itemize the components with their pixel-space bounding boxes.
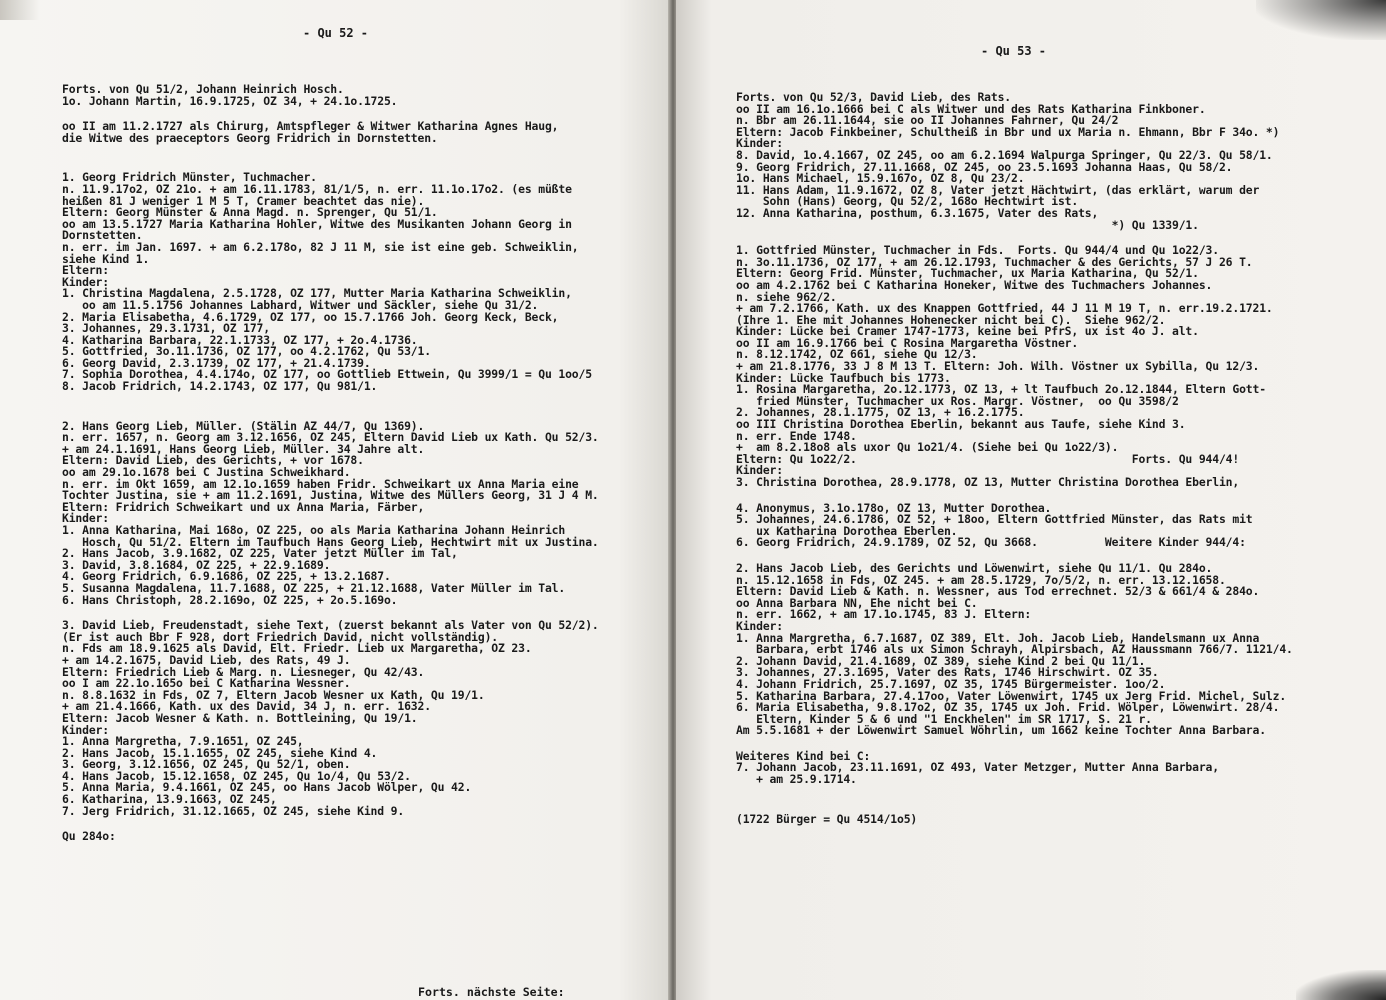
text-line: oo Anna Barbara NN, Ehe nicht bei C.: [736, 595, 978, 610]
text-line: + am 7.2.1766, Kath. ux des Knappen Gottfried, 44 J 11 M 19 T, n. err.19.2.1721.: [736, 301, 1273, 316]
text-line: [62, 144, 662, 158]
text-line: oo I am 22.1o.165o bei C Katharina Wessner.: [62, 676, 351, 691]
text-line: (Er ist auch Bbr F 928, dort Friedrich David, nicht vollständig).: [62, 629, 499, 644]
scan-shadow-bottom: [1296, 970, 1386, 1000]
text-line: [62, 817, 662, 831]
text-line: (1722 Bürger = Qu 4514/1o5): [736, 811, 918, 826]
text-line: 11. Hans Adam, 11.9.1672, OZ 8, Vater jetzt Hächtwirt, (das erklärt, warum der: [736, 182, 1260, 197]
text-line: 2. Hans Georg Lieb, Müller. (Stälin AZ 44/7, Qu 1369).: [62, 418, 425, 433]
text-line: Weiteres Kind bei C:: [736, 748, 871, 763]
text-line: oo am 11.5.1756 Johannes Labhard, Witwer und Säckler, siehe Qu 31/2.: [62, 297, 539, 312]
text-line: 3. David Lieb, Freudenstadt, siehe Text, (zuerst bekannt als Vater von Qu 52/2).: [62, 618, 599, 633]
text-line: 12. Anna Katharina, posthum, 6.3.1675, Vater des Rats,: [736, 205, 1099, 220]
text-line: 3. Johannes, 27.3.1695, Vater des Rats, 1746 Hirschwirt. OZ 35.: [736, 665, 1159, 680]
text-line: Forts. von Qu 51/2, Johann Heinrich Hosch.: [62, 82, 344, 96]
left-page-footer: Forts. nächste Seite:: [418, 985, 565, 999]
text-line: [736, 786, 1376, 800]
text-line: Barbara, erbt 1746 als ux Simon Schrayh, Alpirsbach, AZ Haussmann 766/7. 1121/4.: [736, 642, 1293, 657]
text-line: 8. Jacob Fridrich, 14.2.1743, OZ 177, Qu 981/1.: [62, 379, 378, 394]
text-line: 3. David, 3.8.1684, OZ 225, + 22.9.1689.: [62, 557, 331, 572]
text-line: n. err. im Okt 1659, am 12.1o.1659 haben Fridr. Schweikart ux Anna Maria eine: [62, 476, 579, 491]
text-line: 6. Georg Fridrich, 24.9.1789, OZ 52, Qu 3668. Weitere Kinder 944/4:: [736, 535, 1246, 550]
text-line: 1o. Johann Martin, 16.9.1725, OZ 34, + 24.1o.1725.: [62, 93, 398, 108]
right-page: [676, 0, 1386, 1000]
text-line: 4. Anonymus, 3.1o.178o, OZ 13, Mutter Dorothea.: [736, 500, 1052, 515]
text-line: 2. Hans Jacob, 3.9.1682, OZ 225, Vater jetzt Müller im Tal,: [62, 546, 458, 561]
text-line: 4. Katharina Barbara, 22.1.1733, OZ 177, + 2o.4.1736.: [62, 332, 418, 347]
text-line: Kinder:: [62, 722, 109, 737]
text-line: + am 25.9.1714.: [736, 772, 857, 787]
text-line: Kinder:: [62, 511, 109, 526]
text-line: n. 8.8.1632 in Fds, OZ 7, Eltern Jacob Wesner ux Kath, Qu 19/1.: [62, 687, 485, 702]
text-line: oo II am 16.1o.1666 bei C als Witwer und des Rats Katharina Finkboner.: [736, 101, 1206, 116]
text-line: Eltern, Kinder 5 & 6 und "1 Enckhelen" im SR 1717, S. 21 r.: [736, 711, 1152, 726]
text-line: Eltern: Fridrich Schweikart und ux Anna Maria, Färber,: [62, 499, 425, 514]
text-line: + am 21.4.1666, Kath. ux des David, 34 J, n. err. 1632.: [62, 699, 431, 714]
text-line: Tochter Justina, sie + am 11.2.1691, Justina, Witwe des Müllers Georg, 31 J 4 M.: [62, 488, 599, 503]
text-line: oo am 29.1o.1678 bei C Justina Schweikhard.: [62, 465, 351, 480]
text-line: n. err. 1662, + am 17.1o.1745, 83 J. Eltern:: [736, 607, 1032, 622]
text-line: 1. Anna Katharina, Mai 168o, OZ 225, oo als Maria Katharina Johann Heinrich: [62, 523, 566, 537]
text-line: 8. David, 1o.4.1667, OZ 245, oo am 6.2.1694 Walpurga Springer, Qu 22/3. Qu 58/1.: [736, 147, 1273, 162]
text-line: Kinder:: [736, 136, 783, 151]
text-line: 1. Anna Margretha, 7.9.1651, OZ 245,: [62, 734, 304, 749]
text-line: 4. Johann Fridrich, 25.7.1697, OZ 35, 1745 Bürgermeister. 1oo/2.: [736, 676, 1166, 691]
text-line: 5. Gottfried, 3o.11.1736, OZ 177, oo 4.2.1762, Qu 53/1.: [62, 344, 431, 359]
text-line: + am 21.8.1776, 33 J 8 M 13 T. Eltern: Joh. Wilh. Vöstner ux Sybilla, Qu 12/3.: [736, 359, 1260, 374]
text-line: Eltern: Friedrich Lieb & Marg. n. Liesneger, Qu 42/43.: [62, 664, 425, 679]
text-line: + am 24.1.1691, Hans Georg Lieb, Müller. 34 Jahre alt.: [62, 441, 425, 456]
right-page-text: [736, 92, 1376, 825]
text-line: 5. Katharina Barbara, 27.4.17oo, Vater Löwenwirt, 1745 ux Jerg Frid. Michel, Sulz.: [736, 688, 1287, 703]
text-line: n. err. im Jan. 1697. + am 6.2.178o, 82 J 11 M, sie ist eine geb. Schweiklin,: [62, 239, 579, 254]
text-line: 2. Hans Jacob Lieb, des Gerichts und Löwenwirt, siehe Qu 11/1. Qu 284o.: [736, 560, 1213, 575]
text-line: 1. Gottfried Münster, Tuchmacher in Fds. Forts. Qu 944/4 und Qu 1o22/3.: [736, 243, 1219, 258]
text-line: [62, 393, 662, 407]
text-line: n. Bbr am 26.11.1644, sie oo II Johannes Fahrner, Qu 24/2: [736, 113, 1119, 128]
text-line: n. 8.12.1742, OZ 661, siehe Qu 12/3.: [736, 347, 978, 362]
text-line: + am 8.2.18o8 als uxor Qu 1o21/4. (Siehe bei Qu 1o22/3).: [736, 440, 1119, 455]
text-line: + am 14.2.1675, David Lieb, des Rats, 49 J.: [62, 652, 351, 667]
text-line: Eltern: David Lieb, des Gerichts, + vor 1678.: [62, 453, 364, 468]
text-line: Kinder: Lücke Taufbuch bis 1773.: [736, 370, 951, 385]
text-line: heißen 81 J weniger 1 M 5 T, Cramer beachtet das nie).: [62, 193, 425, 208]
text-line: 2. Hans Jacob, 15.1.1655, OZ 245, siehe Kind 4.: [62, 745, 378, 760]
text-line: 2. Johannes, 28.1.1775, OZ 13, + 16.2.1775.: [736, 405, 1025, 420]
text-line: Kinder:: [62, 274, 109, 289]
text-line: 1. Anna Margretha, 6.7.1687, OZ 389, Elt. Joh. Jacob Lieb, Handelsmann ux Anna: [736, 630, 1260, 645]
text-line: 5. Susanna Magdalena, 11.7.1688, OZ 225, + 21.12.1688, Vater Müller im Tal.: [62, 580, 566, 595]
text-line: 2. Johann David, 21.4.1689, OZ 389, siehe Kind 2 bei Qu 11/1.: [736, 653, 1146, 668]
text-line: oo II am 11.2.1727 als Chirurg, Amtspfleger & Witwer Katharina Agnes Haug,: [62, 119, 559, 134]
text-line: fried Münster, Tuchmacher ux Ros. Margr. Vöstner, oo Qu 3598/2: [736, 393, 1179, 408]
text-line: n. siehe 962/2.: [736, 289, 837, 304]
text-line: 6. Hans Christoph, 28.2.169o, OZ 225, + 2o.5.169o.: [62, 592, 398, 607]
text-line: siehe Kind 1.: [62, 251, 150, 266]
text-line: oo am 13.5.1727 Maria Katharina Hohler, Witwe des Musikanten Johann Georg in: [62, 216, 572, 231]
text-line: Eltern: Jacob Finkbeiner, Schultheiß in Bbr und ux Maria n. Ehmann, Bbr F 34o. *): [736, 124, 1280, 139]
text-line: *) Qu 1339/1.: [736, 217, 1199, 232]
text-line: Eltern: Jacob Wesner & Kath. n. Bottleining, Qu 19/1.: [62, 710, 418, 725]
text-line: 7. Johann Jacob, 23.11.1691, OZ 493, Vater Metzger, Mutter Anna Barbara,: [736, 760, 1219, 775]
text-line: Sohn (Hans) Georg, Qu 52/2, 168o Hechtwirt ist.: [736, 194, 1079, 209]
text-line: Eltern: Georg Münster & Anna Magd. n. Sprenger, Qu 51/1.: [62, 205, 438, 220]
text-line: 3. Christina Dorothea, 28.9.1778, OZ 13, Mutter Christina Dorothea Eberlin,: [736, 475, 1240, 489]
text-line: 1. Christina Magdalena, 2.5.1728, OZ 177, Mutter Maria Katharina Schweiklin,: [62, 286, 572, 301]
text-line: n. 15.12.1658 in Fds, OZ 245. + am 28.5.1729, 7o/5/2, n. err. 13.12.1658.: [736, 572, 1226, 587]
text-line: n. Fds am 18.9.1625 als David, Elt. Friedr. Lieb ux Margaretha, OZ 23.: [62, 641, 532, 656]
text-line: 7. Sophia Dorothea, 4.4.174o, OZ 177, oo Gottlieb Ettwein, Qu 3999/1 = Qu 1oo/5: [62, 367, 592, 382]
text-line: Qu 284o:: [62, 829, 116, 844]
text-line: Kinder:: [736, 463, 783, 478]
text-line: 4. Hans Jacob, 15.12.1658, OZ 245, Qu 1o/4, Qu 53/2.: [62, 768, 411, 783]
text-line: Eltern: Qu 1o22/2. Forts. Qu 944/4!: [736, 451, 1240, 466]
text-line: 5. Anna Maria, 9.4.1661, OZ 245, oo Hans Jacob Wölper, Qu 42.: [62, 780, 472, 795]
text-line: oo II am 16.9.1766 bei C Rosina Margaretha Vöstner.: [736, 335, 1079, 350]
page-number-left: - Qu 52 -: [303, 26, 369, 40]
text-line: oo III Christina Dorothea Eberlin, bekannt aus Taufe, siehe Kind 3.: [736, 417, 1186, 432]
text-line: 2. Maria Elisabetha, 4.6.1729, OZ 177, oo 15.7.1766 Joh. Georg Keck, Beck,: [62, 309, 559, 324]
text-line: die Witwe des praeceptors Georg Fridrich in Dornstetten.: [62, 130, 438, 145]
text-line: 6. Maria Elisabetha, 9.8.17o2, OZ 35, 1745 ux Joh. Frid. Wölper, Löwenwirt. 28/4.: [736, 700, 1280, 715]
text-line: 6. Georg David, 2.3.1739, OZ 177, + 21.4.1739.: [62, 355, 371, 370]
page-number-right: - Qu 53 -: [981, 44, 1047, 58]
text-line: n. 3o.11.1736, OZ 177, + am 26.12.1793, Tuchmacher & des Gerichts, 57 J 26 T.: [736, 254, 1253, 269]
text-line: 9. Georg Fridrich, 27.11.1668, OZ 245, oo 23.5.1693 Johanna Haas, Qu 58/2.: [736, 159, 1233, 174]
text-line: 5. Johannes, 24.6.1786, OZ 52, + 18oo, Eltern Gottfried Münster, das Rats mit: [736, 512, 1253, 527]
text-line: Eltern: David Lieb & Kath. n. Wessner, aus Tod errechnet. 52/3 & 661/4 & 284o.: [736, 584, 1260, 599]
text-line: Eltern:: [62, 263, 109, 278]
text-line: 1. Rosina Margaretha, 2o.12.1773, OZ 13, + lt Taufbuch 2o.12.1844, Eltern Gott-: [736, 382, 1266, 397]
text-line: oo am 4.2.1762 bei C Katharina Honeker, Witwe des Tuchmachers Johannes.: [736, 277, 1213, 292]
text-line: n. err. Ende 1748.: [736, 428, 857, 443]
page-edge-shadow: [0, 0, 40, 20]
text-line: ux Katharina Dorothea Eberlen.: [736, 523, 958, 538]
scan-shadow-top: [1256, 0, 1386, 40]
text-line: 3. Georg, 3.12.1656, OZ 245, Qu 52/1, oben.: [62, 757, 351, 772]
text-line: Forts. von Qu 52/3, David Lieb, des Rats.: [736, 90, 1012, 104]
text-line: Dornstetten.: [62, 228, 143, 243]
text-line: Hosch, Qu 51/2. Eltern im Taufbuch Hans Georg Lieb, Hechtwirt mit ux Justina.: [62, 534, 599, 549]
text-line: 1. Georg Fridrich Münster, Tuchmacher.: [62, 170, 317, 185]
text-line: (Ihre 1. Ehe mit Johannes Hohenecker nicht bei C). Siehe 962/2.: [736, 312, 1166, 327]
text-line: 1o. Hans Michael, 15.9.167o, OZ 8, Qu 23/2.: [736, 171, 1025, 186]
text-line: Eltern: Georg Frid. Münster, Tuchmacher, ux Maria Katharina, Qu 52/1.: [736, 266, 1199, 281]
text-line: Am 5.5.1681 + der Löwenwirt Samuel Wöhrlin, um 1662 keine Tochter Anna Barbara.: [736, 723, 1266, 738]
left-page: [0, 0, 672, 1000]
text-line: 7. Jerg Fridrich, 31.12.1665, OZ 245, siehe Kind 9.: [62, 803, 405, 818]
text-line: n. 11.9.17o2, OZ 21o. + am 16.11.1783, 81/1/5, n. err. 11.1o.17o2. (es müßte: [62, 181, 572, 196]
text-line: 4. Georg Fridrich, 6.9.1686, OZ 225, + 13.2.1687.: [62, 569, 391, 584]
text-line: Kinder:: [736, 618, 783, 633]
left-page-text: [62, 84, 662, 843]
text-line: 6. Katharina, 13.9.1663, OZ 245,: [62, 792, 277, 807]
text-line: 3. Johannes, 29.3.1731, OZ 177,: [62, 321, 270, 336]
text-line: n. err. 1657, n. Georg am 3.12.1656, OZ 245, Eltern David Lieb ux Kath. Qu 52/3.: [62, 430, 599, 445]
text-line: Kinder: Lücke bei Cramer 1747-1773, keine bei PfrS, ux ist 4o J. alt.: [736, 324, 1199, 339]
